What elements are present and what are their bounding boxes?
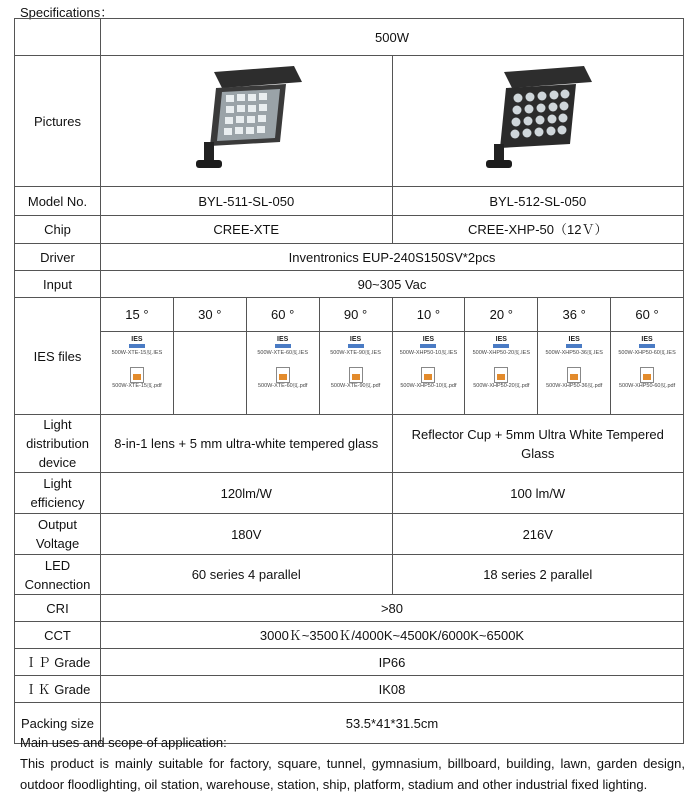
pdf-file-icon[interactable] — [494, 367, 508, 383]
pdf-file-name[interactable]: 500W-XHP50-20度.pdf — [473, 383, 530, 389]
ies-file-icon[interactable]: IES — [127, 336, 147, 350]
pdf-file-icon[interactable] — [421, 367, 435, 383]
ies-file-cell[interactable] — [611, 332, 684, 415]
ies-file-cell[interactable] — [101, 332, 174, 415]
picture-a — [101, 56, 393, 187]
led-a: 60 series 4 parallel — [101, 555, 393, 595]
ies-file-cell[interactable] — [465, 332, 538, 415]
spec-table — [14, 18, 684, 744]
input-value: 90~305 Vac — [101, 271, 684, 298]
power-value: 500W — [101, 19, 684, 56]
ik-value: IK08 — [101, 676, 684, 703]
driver-label: Driver — [15, 244, 101, 271]
power-corner — [15, 19, 101, 56]
ies-file-cell-empty — [173, 332, 246, 415]
output-label: Output Voltage — [15, 514, 101, 555]
ies-deg: 60 ° — [246, 298, 319, 332]
input-label: Input — [15, 271, 101, 298]
ies-file-name[interactable]: 500W-XHP50-36度.IES — [545, 350, 603, 356]
ies-file-name[interactable]: 500W-XTE-15度.IES — [111, 350, 163, 356]
ik-label: ＩＫ Grade — [15, 676, 101, 703]
ies-file-icon[interactable]: IES — [346, 336, 366, 350]
ies-file-name[interactable]: 500W-XTE-90度.IES — [330, 350, 381, 356]
ies-file-cell[interactable] — [246, 332, 319, 415]
spec-heading: Specifications： — [20, 5, 114, 20]
led-b: 18 series 2 parallel — [392, 555, 684, 595]
ies-deg: 36 ° — [538, 298, 611, 332]
ies-file-name[interactable]: 500W-XHP50-20度.IES — [472, 350, 530, 356]
ies-file-name[interactable]: 500W-XHP50-60度.IES — [618, 350, 676, 356]
light-dist-label: Light distribution device — [15, 415, 101, 473]
ies-deg: 90 ° — [319, 298, 392, 332]
floodlight-xte-image — [176, 62, 316, 180]
pdf-file-name[interactable]: 500W-XHP50-10度.pdf — [400, 383, 457, 389]
cct-label: CCT — [15, 622, 101, 649]
ies-deg: 20 ° — [465, 298, 538, 332]
cri-value: >80 — [101, 595, 684, 622]
ip-label: ＩＰ Grade — [15, 649, 101, 676]
ies-file-icon[interactable]: IES — [637, 336, 657, 350]
light-dist-a: 8-in-1 lens + 5 mm ultra-white tempered glass — [101, 415, 393, 473]
model-a: BYL-511-SL-050 — [101, 187, 393, 216]
ies-file-icon[interactable]: IES — [418, 336, 438, 350]
ies-deg: 60 ° — [611, 298, 684, 332]
ies-file-name[interactable]: 500W-XHP50-10度.IES — [399, 350, 458, 356]
pdf-file-name[interactable]: 500W-XTE-60度.pdf — [257, 383, 308, 389]
pdf-file-icon[interactable] — [276, 367, 290, 383]
efficiency-label: Light efficiency — [15, 473, 101, 514]
application-notes — [20, 732, 685, 795]
ies-deg: 15 ° — [101, 298, 174, 332]
cct-value: 3000Ｋ~3500Ｋ/4000K~4500K/6000K~6500K — [101, 622, 684, 649]
led-label: LED Connection — [15, 555, 101, 595]
model-b: BYL-512-SL-050 — [392, 187, 684, 216]
ies-file-name[interactable]: 500W-XTE-60度.IES — [257, 350, 308, 356]
driver-value: Inventronics EUP-240S150SV*2pcs — [101, 244, 684, 271]
efficiency-b: 100 lm/W — [392, 473, 684, 514]
output-b: 216V — [392, 514, 684, 555]
ies-file-icon[interactable]: IES — [491, 336, 511, 350]
ies-file-cell[interactable] — [392, 332, 465, 415]
efficiency-a: 120lm/W — [101, 473, 393, 514]
notes-body: This product is mainly suitable for factory, square, tunnel, gymnasium, billboard, building, lawn, garden design, outdoor floodlighting, oil station, warehouse, station, ship, platform, stadium and other industrial fixed lighting. — [20, 756, 685, 792]
floodlight-xhp-image — [468, 62, 608, 180]
cri-label: CRI — [15, 595, 101, 622]
ies-deg: 10 ° — [392, 298, 465, 332]
packing-label: Packing size — [15, 703, 101, 744]
ip-value: IP66 — [101, 649, 684, 676]
pdf-file-name[interactable]: 500W-XTE-90度.pdf — [330, 383, 381, 389]
pdf-file-name[interactable]: 500W-XHP50-60度.pdf — [618, 383, 676, 389]
ies-file-cell[interactable] — [538, 332, 611, 415]
pdf-file-icon[interactable] — [640, 367, 654, 383]
packing-value: 53.5*41*31.5cm — [101, 703, 684, 744]
model-label: Model No. — [15, 187, 101, 216]
pdf-file-name[interactable]: 500W-XHP50-36度.pdf — [546, 383, 603, 389]
pictures-label: Pictures — [15, 56, 101, 187]
picture-b — [392, 56, 684, 187]
pdf-file-name[interactable]: 500W-XTE-15度.pdf — [112, 383, 162, 389]
chip-a: CREE-XTE — [101, 216, 393, 244]
pdf-file-icon[interactable] — [567, 367, 581, 383]
ies-label: IES files — [15, 298, 101, 415]
ies-file-icon[interactable]: IES — [564, 336, 584, 350]
chip-label: Chip — [15, 216, 101, 244]
pdf-file-icon[interactable] — [130, 367, 144, 383]
ies-file-cell[interactable] — [319, 332, 392, 415]
output-a: 180V — [101, 514, 393, 555]
light-dist-b: Reflector Cup + 5mm Ultra White Tempered Glass — [392, 415, 684, 473]
ies-deg: 30 ° — [173, 298, 246, 332]
pdf-file-icon[interactable] — [349, 367, 363, 383]
ies-file-icon[interactable]: IES — [273, 336, 293, 350]
chip-b: CREE-XHP-50（12Ｖ） — [392, 216, 684, 244]
notes-heading: Main uses and scope of application: — [20, 735, 227, 750]
